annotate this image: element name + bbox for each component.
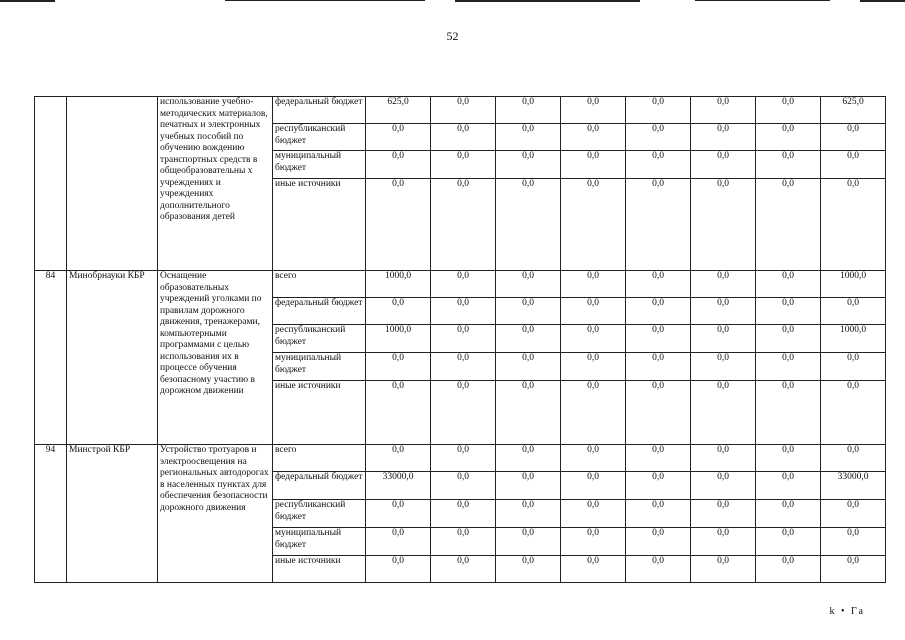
value-cell: 0,0: [691, 97, 756, 124]
value-cell: 0,0: [366, 298, 431, 325]
scan-artifact: [225, 0, 425, 1]
value-cell: 1000,0: [366, 271, 431, 298]
value-cell: 0,0: [691, 381, 756, 445]
value-cell: 0,0: [626, 97, 691, 124]
value-cell: 0,0: [431, 472, 496, 500]
value-cell: 0,0: [626, 381, 691, 445]
budget-table: [34, 96, 886, 583]
table-row: [35, 271, 886, 298]
value-cell: 0,0: [756, 472, 821, 500]
value-cell: 0,0: [691, 298, 756, 325]
value-cell: 0,0: [821, 556, 886, 583]
value-cell: 0,0: [691, 353, 756, 381]
scan-artifact: [695, 0, 830, 1]
value-cell: 0,0: [626, 500, 691, 528]
value-cell: 0,0: [691, 445, 756, 472]
value-cell: 0,0: [821, 528, 886, 556]
value-cell: 0,0: [756, 179, 821, 271]
value-cell: 0,0: [366, 528, 431, 556]
value-cell: 0,0: [756, 500, 821, 528]
value-cell: 0,0: [431, 353, 496, 381]
page-number: 52: [446, 29, 459, 43]
funding-source: иные источники: [273, 381, 366, 445]
value-cell: 0,0: [496, 271, 561, 298]
value-cell: 0,0: [691, 271, 756, 298]
value-cell: 0,0: [431, 556, 496, 583]
value-cell: 0,0: [561, 124, 626, 151]
value-cell: 0,0: [561, 271, 626, 298]
value-cell: 0,0: [496, 325, 561, 353]
value-cell: 1000,0: [821, 325, 886, 353]
value-cell: 0,0: [691, 528, 756, 556]
value-cell: 0,0: [431, 151, 496, 179]
value-cell: 0,0: [496, 353, 561, 381]
funding-source: республиканский бюджет: [273, 124, 366, 151]
value-cell: 0,0: [496, 151, 561, 179]
value-cell: 0,0: [431, 97, 496, 124]
value-cell: 0,0: [496, 179, 561, 271]
value-cell: 0,0: [626, 298, 691, 325]
executor-cell: Минстрой КБР: [67, 445, 158, 583]
value-cell: 0,0: [756, 381, 821, 445]
value-cell: 0,0: [431, 271, 496, 298]
value-cell: 0,0: [561, 179, 626, 271]
scan-artifact: [860, 0, 905, 2]
row-number: 94: [35, 445, 67, 583]
measure-description: Устройство тротуаров и электроосвещения на региональных автодорогах в населенных пунктах для обеспечения безопасности дорожного движения: [158, 445, 273, 583]
value-cell: 0,0: [626, 179, 691, 271]
funding-source: республиканский бюджет: [273, 325, 366, 353]
value-cell: 0,0: [756, 325, 821, 353]
value-cell: 0,0: [496, 124, 561, 151]
value-cell: 0,0: [561, 353, 626, 381]
value-cell: 0,0: [366, 381, 431, 445]
value-cell: 625,0: [821, 97, 886, 124]
value-cell: 0,0: [821, 124, 886, 151]
value-cell: 0,0: [756, 528, 821, 556]
value-cell: 0,0: [691, 556, 756, 583]
value-cell: 0,0: [431, 124, 496, 151]
value-cell: 0,0: [496, 556, 561, 583]
value-cell: 0,0: [691, 151, 756, 179]
value-cell: 0,0: [626, 124, 691, 151]
value-cell: 0,0: [821, 298, 886, 325]
value-cell: 0,0: [431, 325, 496, 353]
value-cell: 0,0: [561, 381, 626, 445]
value-cell: 0,0: [496, 298, 561, 325]
value-cell: 0,0: [496, 500, 561, 528]
value-cell: 0,0: [431, 298, 496, 325]
value-cell: 0,0: [561, 472, 626, 500]
funding-source: муниципальный бюджет: [273, 151, 366, 179]
value-cell: 625,0: [366, 97, 431, 124]
value-cell: 0,0: [691, 472, 756, 500]
value-cell: 0,0: [756, 556, 821, 583]
value-cell: 0,0: [431, 179, 496, 271]
value-cell: 0,0: [756, 353, 821, 381]
funding-source: муниципальный бюджет: [273, 528, 366, 556]
value-cell: 0,0: [626, 325, 691, 353]
value-cell: 0,0: [756, 445, 821, 472]
measure-description: Оснащение образовательных учреждений уголками по правилам дорожного движения, тренажерами, компьютерными программами с целью использования их в процессе обучения безопасному участию в дорожном движении: [158, 271, 273, 445]
value-cell: 0,0: [821, 381, 886, 445]
value-cell: 0,0: [626, 528, 691, 556]
value-cell: 0,0: [821, 500, 886, 528]
value-cell: 0,0: [496, 381, 561, 445]
value-cell: 0,0: [626, 445, 691, 472]
value-cell: 0,0: [431, 528, 496, 556]
value-cell: 0,0: [626, 472, 691, 500]
value-cell: 0,0: [496, 528, 561, 556]
value-cell: 0,0: [561, 528, 626, 556]
value-cell: 0,0: [561, 97, 626, 124]
scan-artifact: [455, 0, 640, 2]
value-cell: 33000,0: [366, 472, 431, 500]
value-cell: 0,0: [821, 353, 886, 381]
value-cell: 0,0: [756, 298, 821, 325]
value-cell: 0,0: [561, 151, 626, 179]
funding-source: всего: [273, 271, 366, 298]
value-cell: 0,0: [366, 124, 431, 151]
value-cell: 1000,0: [821, 271, 886, 298]
value-cell: 0,0: [626, 271, 691, 298]
value-cell: 0,0: [756, 124, 821, 151]
value-cell: 0,0: [366, 556, 431, 583]
value-cell: 0,0: [366, 179, 431, 271]
value-cell: 0,0: [366, 353, 431, 381]
funding-source: федеральный бюджет: [273, 472, 366, 500]
value-cell: 0,0: [561, 500, 626, 528]
table-row: [35, 445, 886, 472]
measure-description: использование учебно-методических материалов, печатных и электронных учебных пособий по обучению вождению транспортных средств в общеобразовательны х учреждениях и учреждениях дополнительного образования детей: [158, 97, 273, 271]
value-cell: 0,0: [756, 151, 821, 179]
value-cell: 0,0: [691, 500, 756, 528]
executor-cell: Минобрнауки КБР: [67, 271, 158, 445]
value-cell: 0,0: [821, 179, 886, 271]
value-cell: 0,0: [626, 353, 691, 381]
table-row: [35, 97, 886, 124]
table-body: [35, 97, 886, 583]
value-cell: 0,0: [561, 325, 626, 353]
value-cell: 0,0: [821, 445, 886, 472]
executor-cell: [67, 97, 158, 271]
value-cell: 0,0: [756, 97, 821, 124]
value-cell: 0,0: [691, 124, 756, 151]
funding-source: муниципальный бюджет: [273, 353, 366, 381]
value-cell: 0,0: [496, 97, 561, 124]
value-cell: 0,0: [821, 151, 886, 179]
value-cell: 33000,0: [821, 472, 886, 500]
funding-source: республиканский бюджет: [273, 500, 366, 528]
value-cell: 0,0: [431, 381, 496, 445]
footer-mark: k • Га: [829, 606, 865, 617]
funding-source: всего: [273, 445, 366, 472]
value-cell: 0,0: [626, 556, 691, 583]
value-cell: 0,0: [561, 556, 626, 583]
value-cell: 0,0: [431, 445, 496, 472]
funding-source: федеральный бюджет: [273, 298, 366, 325]
funding-source: федеральный бюджет: [273, 97, 366, 124]
value-cell: 0,0: [691, 179, 756, 271]
value-cell: 0,0: [691, 325, 756, 353]
value-cell: 1000,0: [366, 325, 431, 353]
row-number: [35, 97, 67, 271]
value-cell: 0,0: [561, 298, 626, 325]
funding-source: иные источники: [273, 179, 366, 271]
value-cell: 0,0: [496, 445, 561, 472]
value-cell: 0,0: [431, 500, 496, 528]
row-number: 84: [35, 271, 67, 445]
funding-source: иные источники: [273, 556, 366, 583]
value-cell: 0,0: [366, 445, 431, 472]
value-cell: 0,0: [366, 500, 431, 528]
scan-artifact: [0, 0, 55, 2]
value-cell: 0,0: [756, 271, 821, 298]
value-cell: 0,0: [626, 151, 691, 179]
value-cell: 0,0: [496, 472, 561, 500]
value-cell: 0,0: [366, 151, 431, 179]
value-cell: 0,0: [561, 445, 626, 472]
